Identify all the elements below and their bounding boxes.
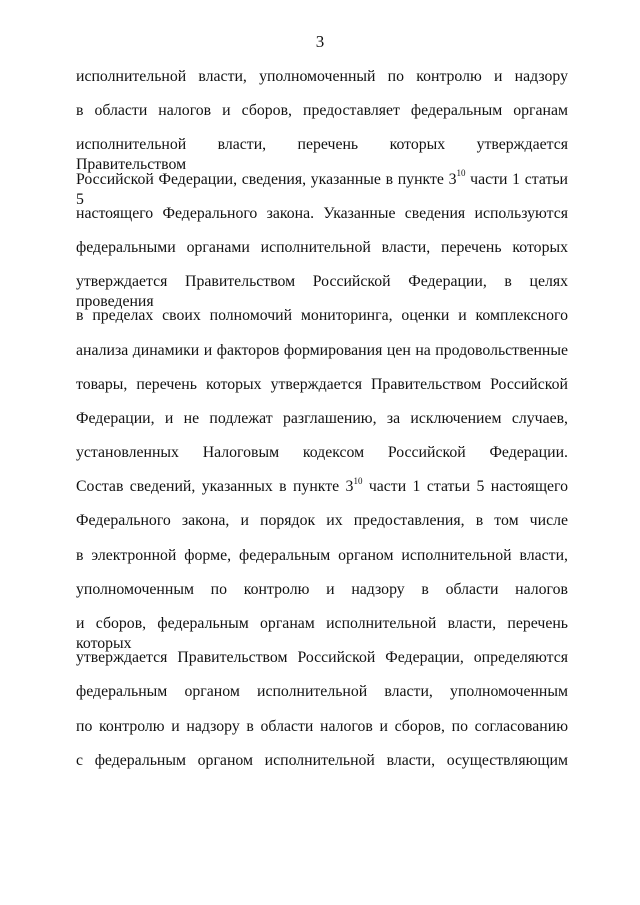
text-segment: Федерального закона, и порядок их предоставления, в том числе [76, 512, 568, 530]
text-line [76, 101, 568, 135]
text-segment: утверждается Правительством Российской Федерации, определяются [76, 649, 568, 667]
text-line-content [76, 205, 568, 222]
text-segment: в пределах своих полномочий мониторинга, оценки и комплексного [76, 307, 568, 325]
text-line [76, 168, 569, 208]
text-segment: части 1 статьи 5 настоящего [362, 478, 568, 496]
text-segment: анализа динамики и факторов формирования цен на продовольственные [76, 341, 568, 359]
text-line-content [76, 718, 568, 735]
text-line-content [76, 581, 568, 598]
text-line [76, 648, 568, 682]
text-line-content [76, 376, 568, 393]
text-line-content [76, 136, 568, 173]
text-segment: и сборов, федеральным органам исполнительной власти, перечень которых [76, 615, 568, 652]
text-segment: Состав сведений, указанных в пункте 3 [76, 478, 354, 496]
text-segment: по контролю и надзору в области налогов и сборов, по согласованию [76, 717, 568, 735]
body-text [76, 67, 568, 785]
text-line [76, 67, 568, 101]
text-line [76, 306, 568, 340]
text-line [76, 409, 568, 443]
text-segment: федеральными органами исполнительной власти, перечень которых [76, 238, 568, 256]
text-line-content [76, 168, 569, 208]
text-line [76, 580, 568, 614]
text-line [76, 546, 568, 580]
text-line [76, 682, 568, 716]
text-line [76, 614, 568, 652]
text-segment: в области налогов и сборов, предоставляет федеральным органам [76, 102, 568, 120]
text-line-content [76, 444, 568, 461]
text-segment: с федеральным органом исполнительной власти, осуществляющим [76, 751, 568, 769]
superscript: 10 [456, 168, 466, 179]
text-line [76, 375, 568, 409]
text-line [76, 717, 568, 751]
text-segment: уполномоченным по контролю и надзору в области налогов [76, 580, 568, 598]
text-line-content [76, 649, 568, 666]
text-segment: Федерации, и не подлежат разглашению, за исключением случаев, [76, 409, 568, 427]
text-segment: установленных Налоговым кодексом Российской Федерации. [76, 444, 568, 462]
text-segment: исполнительной власти, уполномоченный по контролю и надзору [76, 68, 568, 85]
text-line [76, 511, 568, 545]
superscript: 10 [353, 475, 363, 486]
text-line-content [76, 273, 568, 310]
text-line-content [76, 615, 568, 652]
text-segment: Российской Федерации, сведения, указанные в пункте 3 [76, 170, 457, 188]
text-line [76, 204, 568, 238]
text-line [76, 238, 568, 272]
text-segment: федеральным органом исполнительной власти, уполномоченным [76, 683, 568, 701]
text-line [76, 477, 568, 511]
text-line-content [76, 307, 568, 324]
text-line-content [76, 547, 568, 564]
text-line-content [76, 410, 568, 427]
text-line-content [76, 342, 568, 359]
text-line-content [76, 752, 568, 769]
text-segment: части 1 статьи 5 [76, 170, 569, 208]
text-line [76, 751, 568, 785]
page-number: 3 [315, 32, 325, 51]
text-line [76, 341, 568, 375]
text-segment: в электронной форме, федеральным органом исполнительной власти, [76, 546, 568, 564]
text-line [76, 443, 568, 477]
text-line-content [76, 475, 568, 496]
text-line [76, 272, 568, 311]
text-line-content [76, 68, 568, 85]
text-segment: настоящего Федерального закона. Указанные сведения используются [76, 204, 568, 222]
text-line-content [76, 512, 568, 529]
text-segment: товары, перечень которых утверждается Правительством Российской [76, 375, 568, 393]
text-line-content [76, 102, 568, 119]
text-line-content [76, 239, 568, 256]
text-segment: утверждается Правительством Российской Федерации, в целях проведения [76, 273, 568, 311]
text-line-content [76, 683, 568, 700]
text-segment: исполнительной власти, перечень которых утверждается Правительством [76, 136, 568, 174]
